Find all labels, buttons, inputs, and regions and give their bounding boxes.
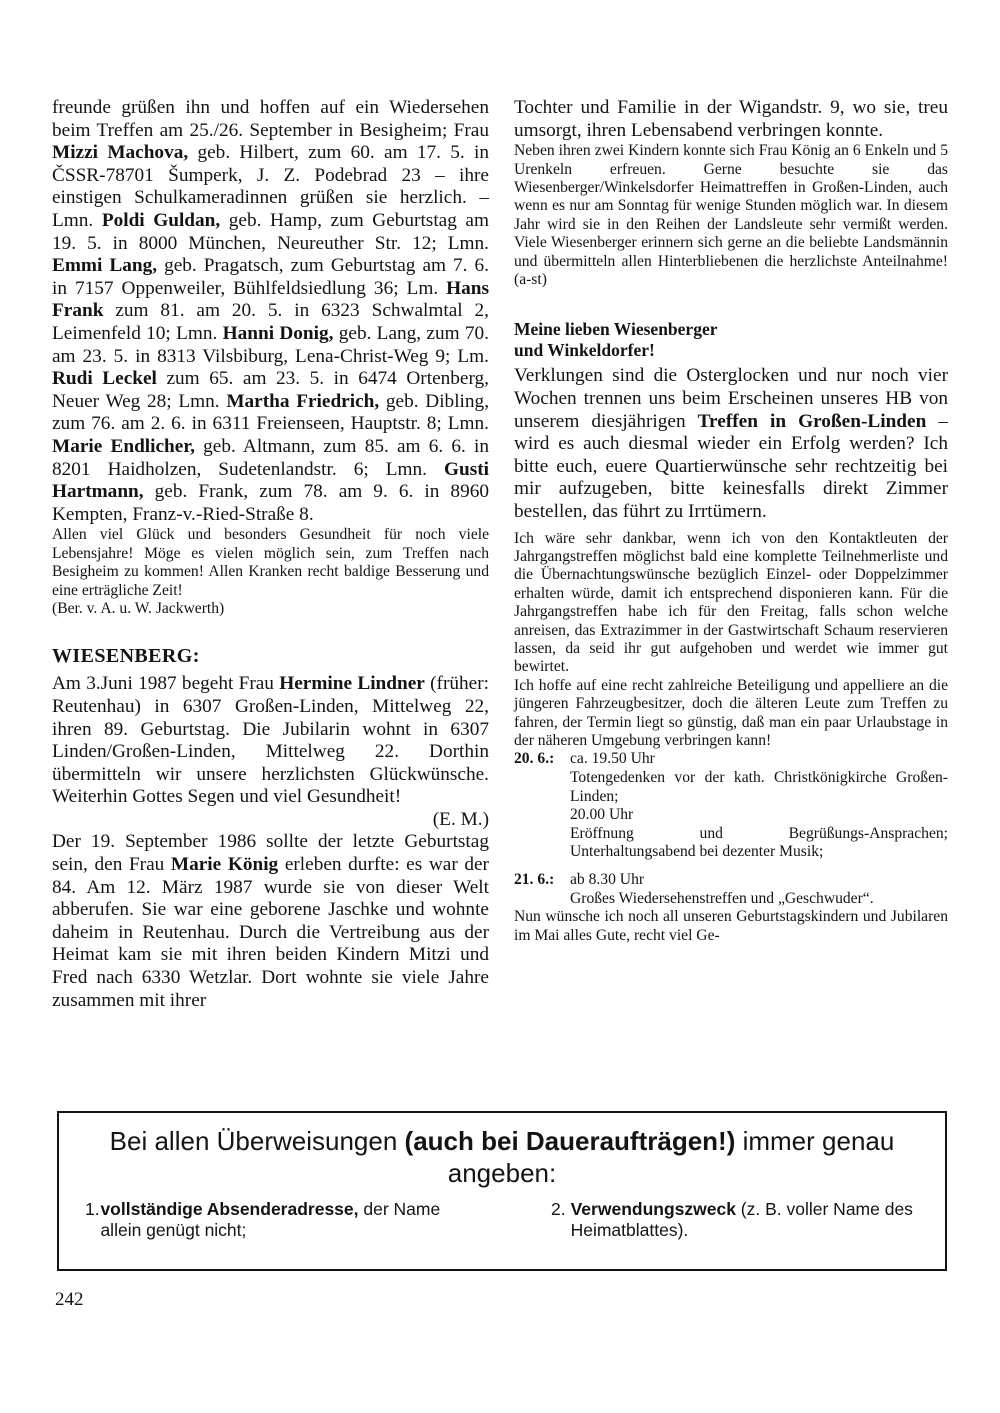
author-initials: (E. M.)	[432, 808, 489, 830]
transfer-notice-items	[85, 1199, 921, 1241]
report-credit: (Ber. v. A. u. W. Jackwerth)	[52, 599, 225, 617]
transfer-notice-box	[57, 1111, 947, 1271]
section-heading-wiesenberg: WIESENBERG:	[52, 645, 200, 668]
page-number: 242	[55, 1289, 84, 1310]
obituary-continuation: Tochter und Familie in der Wigandstr. 9, wo sie, treu umsorgt, ihren Lebensabend verbringen konnte.	[514, 97, 948, 141]
schedule-line: Eröffnung und Begrüßungs-Ansprachen; Unterhaltungsabend bei dezenter Musik;	[570, 824, 948, 861]
left-column	[52, 97, 489, 1012]
schedule	[514, 750, 948, 908]
participation-paragraph: Ich hoffe auf eine recht zahlreiche Beteiligung und appelliere an die jüngeren Fahrzeugbesitzer, doch die älteren Leute zum Treffen zu fahren, der Termin liegt so günstig, daß man ein paar Urlaubstage in der näheren Umgebung verbringen kann!	[514, 676, 948, 750]
contact-request-paragraph: Ich wäre sehr dankbar, wenn ich von den Kontaktleuten der Jahrgangstreffen möglichst bald eine komplette Teilnehmerliste und die Übernachtungswünsche bezüglich Einzel- oder Doppelzimmer erhalten würde, damit ich entsprechend disponieren kann. Für die Jahrgangstreffen habe ich für den Freitag, falls schon welche anreisen, das Extrazimmer in der Gastwirtschaft Schaum reservieren lassen, da seid ihr gut aufgehoben und werdet wie immer gut bewirtet.	[514, 529, 948, 676]
letter-heading: Meine lieben Wiesenberger und Winkeldorfer!	[514, 319, 718, 361]
schedule-date: 21. 6.:	[514, 871, 555, 889]
transfer-notice-title: Bei allen Überweisungen (auch bei Daueraufträgen!) immer genau angeben:	[109, 1126, 895, 1188]
notice-item-purpose: 2. Verwendungszweck (z. B. voller Name des Heimatblattes).	[551, 1199, 913, 1240]
schedule-entries	[570, 750, 948, 862]
birthday-list-paragraph: freunde grüßen ihn und hoffen auf ein Wiedersehen beim Treffen am 25./26. September in Besigheim; Frau Mizzi Machova, geb. Hilbert, zum 60. am 17. 5. in ČSSR-78701 Šumperk, J. Z. Podebrad 23 – ihre einstigen Schulkameradinnen grüßen sie herzlich. – Lmn. Poldi Guldan, geb. Hamp, zum Geburtstag am 19. 5. in 8000 München, Neureuther Str. 12; Lmn. Emmi Lang, geb. Pragatsch, zum Geburtstag am 7. 6. in 7157 Oppenweiler, Bühlfeldsiedlung 36; Lm. Hans Frank zum 81. am 20. 5. in 6323 Schwalmtal 2, Leimenfeld 10; Lmn. Hanni Donig, geb. Lang, zum 70. am 23. 5. in 8313 Vilsbiburg, Lena-Christ-Weg 9; Lm. Rudi Leckel zum 65. am 23. 5. in 6474 Ortenberg, Neuer Weg 28; Lmn. Martha Friedrich, geb. Dibling, zum 76. am 2. 6. in 6311 Freienseen, Hauptstr. 8; Lmn. Marie Endlicher, geb. Altmann, zum 85. am 6. 6. in 8201 Haidholzen, Sudetenlandstr. 6; Lmn. Gusti Hartmann, geb. Frank, zum 78. am 9. 6. in 8960 Kempten, Franz-v.-Ried-Straße 8.	[52, 97, 490, 525]
obituary-small-paragraph: Neben ihren zwei Kindern konnte sich Frau König an 6 Enkeln und 5 Urenkeln erfreuen. Gerne besuchte sie das Wiesenberger/Winkelsdorfer Heimattreffen in Großen-Linden, auch wenn es nur am Sonntag für wenige Stunden möglich war. In diesem Jahr wird sie in den Reihen der Landsleute sehr vermißt werden. Viele Wiesenberger erinnern sich gerne an die beliebte Landsmännin und übermitteln allen Hinterbliebenen die herzlichste Anteilnahme! (a-st)	[514, 142, 948, 289]
schedule-line: Totengedenken vor der kath. Christkönigkirche Großen-Linden;	[570, 769, 948, 805]
schedule-line: ca. 19.50 Uhr	[570, 750, 655, 768]
wishes-paragraph: Allen viel Glück und besonders Gesundheit für noch viele Lebensjahre! Möge es vielen möglich sein, zum Treffen nach Besigheim zu kommen! Allen Kranken recht baldige Besserung und eine erträgliche Zeit!	[52, 526, 489, 599]
notice-item-sender: 1. vollständige Absenderadresse, der Name allein genügt nicht;	[85, 1199, 441, 1240]
schedule-date: 20. 6.:	[514, 750, 555, 768]
lindner-paragraph: Am 3.Juni 1987 begeht Frau Hermine Lindner (früher: Reutenhau) in 6307 Großen-Linden, Mittelweg 22, ihren 89. Geburtstag. Die Jubilarin wohnt in 6307 Linden/Großen-Linden, Mittelweg 22. Dorthin übermitteln wir unsere herzlichsten Glückwünsche. Weiterhin Gottes Segen und viel Gesundheit!	[52, 673, 490, 808]
right-column	[514, 97, 948, 945]
schedule-line: ab 8.30 Uhr	[570, 871, 645, 889]
schedule-entries	[570, 871, 948, 908]
koenig-obituary-paragraph: Der 19. September 1986 sollte der letzte Geburtstag sein, den Frau Marie König erleben durfte: es war der 84. Am 12. März 1987 wurde sie von dieser Welt abberufen. Sie war eine geborene Jaschke und wohnte daheim in Reutenhau. Durch die Vertreibung aus der Heimat kam sie mit ihren beiden Kindern Mitzi und Fred nach 6330 Wetzlar. Dort wohnte sie viele Jahre zusammen mit ihrer	[52, 831, 489, 1011]
schedule-line: Großes Wiedersehenstreffen und „Geschwuder“.	[570, 889, 874, 907]
letter-intro-paragraph: Verklungen sind die Osterglocken und nur noch vier Wochen trennen uns beim Erscheinen unseres HB von unserem diesjährigen Treffen in Großen-Linden – wird es auch diesmal wieder ein Erfolg werden? Ich bitte euch, euere Quartierwünsche sehr rechtzeitig bei mir aufzugeben, bitte keinesfalls direkt Zimmer bestellen, das führt zu Irrtümern.	[514, 365, 948, 522]
closing-paragraph: Nun wünsche ich noch all unseren Geburtstagskindern und Jubilaren im Mai alles Gute, recht viel Ge-	[514, 908, 948, 944]
schedule-line: 20.00 Uhr	[570, 806, 634, 824]
